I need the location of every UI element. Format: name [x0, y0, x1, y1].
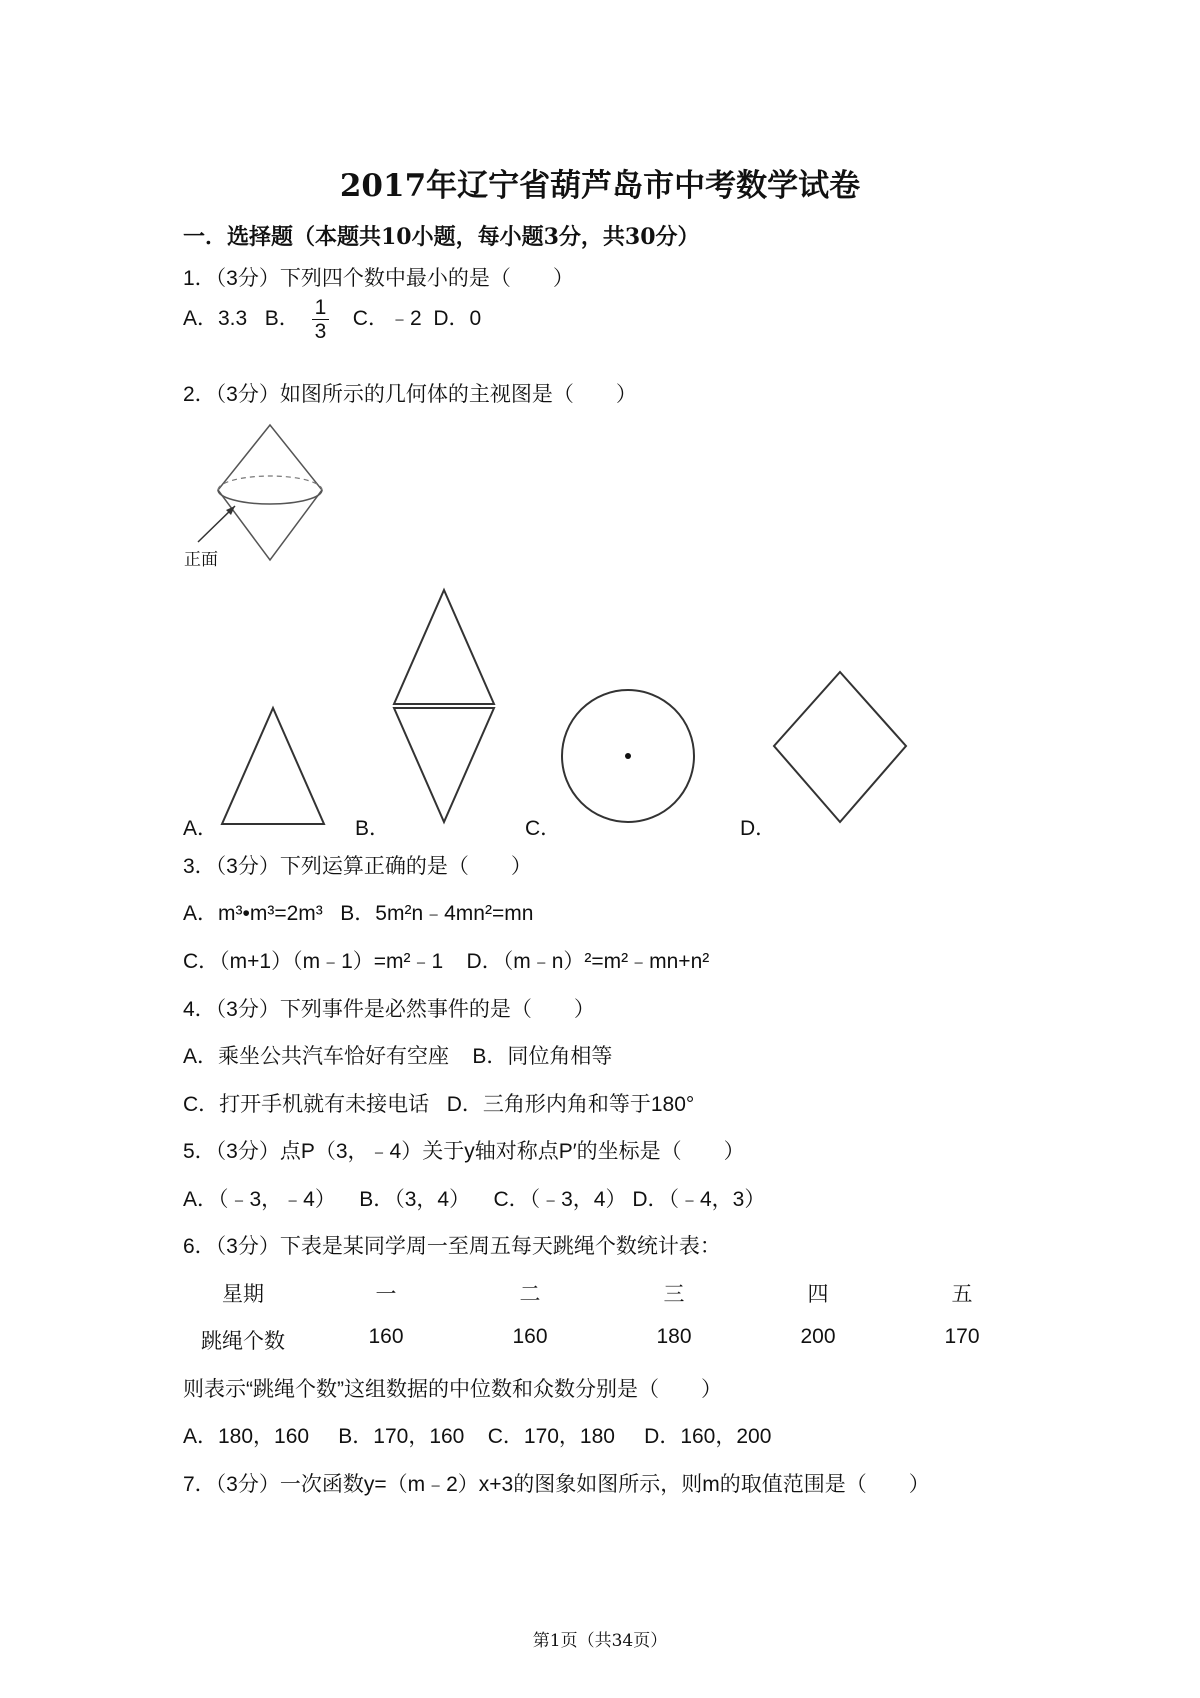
- option-d-rhombus: [772, 670, 912, 830]
- q2-label-d: D．: [740, 817, 777, 840]
- q5-option-b: B．（3，4）: [359, 1188, 471, 1211]
- circle-center-dot: [625, 753, 631, 759]
- q3-row2: [183, 945, 709, 975]
- q5-option-d: D．（﹣4，3）: [632, 1188, 766, 1211]
- table-header-cell: 星期: [222, 1283, 264, 1306]
- table-header-cell: 三: [663, 1283, 685, 1306]
- q1-options: [183, 296, 481, 343]
- q3-stem: 3．（3分）下列运算正确的是（ ）: [183, 855, 532, 878]
- q6-option-a: A．180，160: [183, 1425, 310, 1448]
- page-footer: 第1页（共34页）: [532, 1631, 668, 1651]
- section-heading: 一．选择题（本题共10小题，每小题3分，共30分）: [183, 224, 700, 250]
- q3-option-c: C．（m+1）（m﹣1）=m²﹣1: [183, 950, 444, 973]
- front-view-label: 正面: [184, 550, 218, 569]
- q4-option-a: A．乘坐公共汽车恰好有空座: [183, 1045, 450, 1068]
- q6-stem: 6．（3分）下表是某同学周一至周五每天跳绳个数统计表：: [183, 1235, 721, 1258]
- q6-option-b: B．170，160: [338, 1425, 465, 1448]
- q5-option-c: C．（﹣3，4）: [493, 1188, 627, 1211]
- page-title: 2017年辽宁省葫芦岛市中考数学试卷: [339, 168, 861, 204]
- q3-option-d: D．（m﹣n）²=m²﹣mn+n²: [466, 950, 710, 973]
- q4-row2: [183, 1088, 694, 1118]
- table-header-cell: 二: [519, 1283, 541, 1306]
- table-cell: 160: [368, 1325, 404, 1348]
- table-cell: 180: [656, 1325, 692, 1348]
- table-row-label: 跳绳个数: [201, 1330, 285, 1353]
- q5-option-a: A．（﹣3，﹣4）: [183, 1188, 336, 1211]
- table-cell: 200: [800, 1325, 836, 1348]
- q1-fraction: [312, 296, 330, 343]
- q3-option-a: A．m³•m³=2m³: [183, 902, 323, 925]
- q1-option-c: C．﹣2: [352, 307, 422, 331]
- table-cell: 160: [512, 1325, 548, 1348]
- table-cell: 170: [944, 1325, 980, 1348]
- q5-options: [183, 1183, 765, 1213]
- fraction-numerator: 1: [312, 296, 330, 320]
- q1-option-a: A．3.3: [183, 307, 248, 331]
- q3-row1: [183, 897, 533, 927]
- q6-options: [183, 1420, 771, 1450]
- q2-label-c: C．: [525, 817, 562, 840]
- table-header-cell: 五: [951, 1283, 973, 1306]
- q4-option-b: B．同位角相等: [472, 1045, 613, 1068]
- q6-option-d: D．160，200: [644, 1425, 772, 1448]
- table-header-cell: 一: [375, 1283, 397, 1306]
- q7-stem: 7．（3分）一次函数y=（m﹣2）x+3的图象如图所示，则m的取值范围是（ ）: [183, 1473, 930, 1496]
- q1-option-b: B．: [264, 307, 300, 331]
- q4-option-d: D．三角形内角和等于180°: [446, 1093, 695, 1116]
- base-ellipse-front: [218, 490, 322, 504]
- base-ellipse-back: [218, 476, 322, 490]
- q4-row1: [183, 1040, 612, 1070]
- option-b-double-triangle: [392, 588, 502, 828]
- q1-option-d: D．0: [433, 307, 482, 331]
- table-header-cell: 四: [807, 1283, 829, 1306]
- q1-stem: 1．（3分）下列四个数中最小的是（ ）: [183, 267, 574, 290]
- q3-option-b: B．5m²n﹣4mn²=mn: [340, 902, 534, 925]
- fraction-denominator: 3: [314, 320, 327, 344]
- double-cone-outline: [218, 425, 322, 560]
- option-a-triangle: [218, 706, 328, 826]
- q4-option-c: C．打开手机就有未接电话: [183, 1093, 430, 1116]
- q2-label-a: A．: [183, 817, 219, 840]
- q6-question: 则表示“跳绳个数”这组数据的中位数和众数分别是（ ）: [183, 1378, 722, 1401]
- q2-stem: 2．（3分）如图所示的几何体的主视图是（ ）: [183, 383, 637, 406]
- q4-stem: 4．（3分）下列事件是必然事件的是（ ）: [183, 998, 595, 1021]
- q6-option-c: C．170，180: [487, 1425, 615, 1448]
- option-c-circle: [560, 688, 700, 828]
- q5-stem: 5．（3分）点P（3，﹣4）关于y轴对称点P′的坐标是（ ）: [183, 1140, 745, 1163]
- q2-label-b: B．: [355, 817, 391, 840]
